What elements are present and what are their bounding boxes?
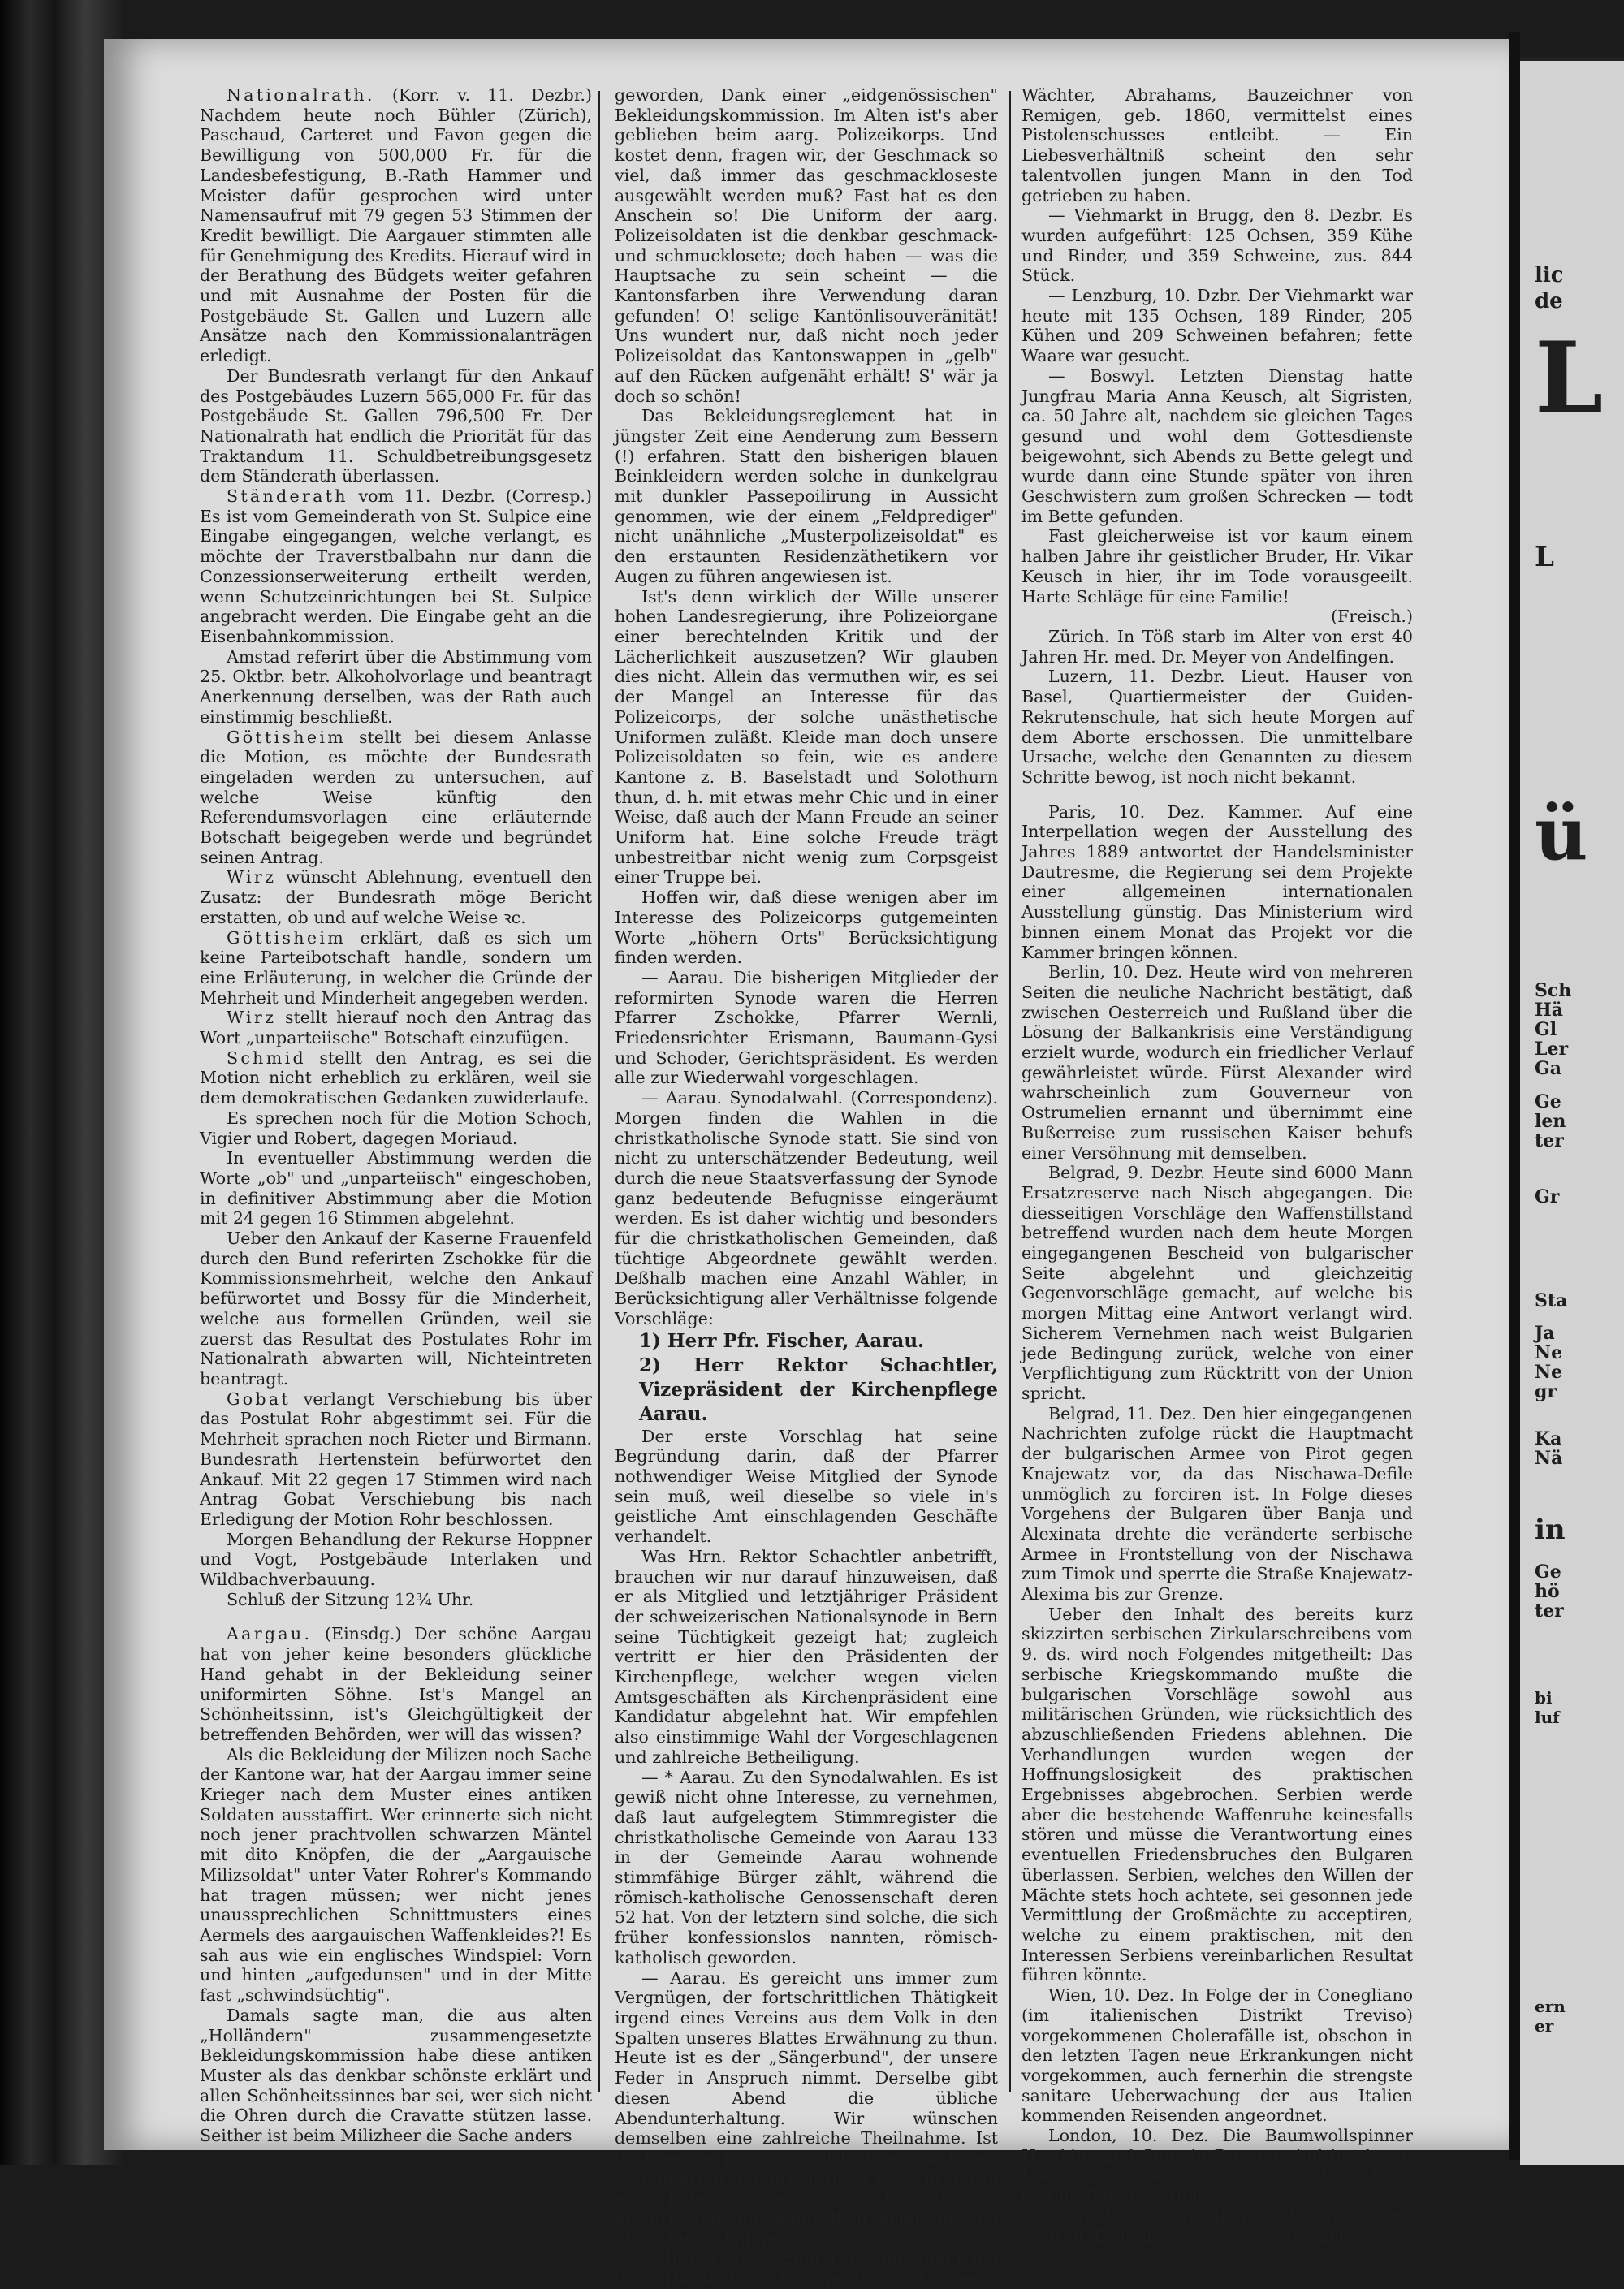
article-paragraph — [615, 587, 998, 888]
article-text: In eventueller Abstimmung werden die Worte „ob" und „unparteiisch" eingeschoben, in definitiver Abstimmung aber die Motion mit 24 gegen 16 Stimmen abgelehnt. — [200, 1148, 592, 1229]
adjacent-page-rule — [1520, 57, 1624, 61]
article-paragraph — [200, 1530, 592, 1590]
article-text: geworden, Dank einer „eidgenössischen" Bekleidungskommission. Im Alten ist's aber geblieben beim aarg. Polizeikorps. Und kostet denn, fragen wir, der Geschmack so viel, daß immer das geschmackloseste ausgewählt werden muß? Fast hat es den Anschein so! Die Uniform der aarg. Polizeisoldaten ist die denkbar geschmack- und schmucklosete; doch haben — was die Hauptsache zu sein scheint — die Kantonsfarben ihre Verwendung daran gefunden! O! selige Kantönlisouveränität! Uns wundert nur, daß nicht noch jeder Polizeisoldat das Kantonswappen in „gelb" auf den Rücken aufgenäht erhält! S' wär ja doch so schön! — [615, 85, 998, 406]
article-paragraph — [200, 728, 592, 868]
article-paragraph — [1021, 2126, 1413, 2206]
article-text: Was Hrn. Rektor Schachtler anbetrifft, brauchen wir nur darauf hinzuweisen, daß er als Mitglied und letztjähriger Präsident der schweizerischen Nationalsynode in Bern seine Tüchtigkeit gezeigt hat; zugleich vertritt er hier den Präsidenten der Kirchenpflege, welcher wegen vielen Amtsgeschäften als Kirchenpräsident eine Kandidatur abgelehnt hat. Wir empfehlen also einstimmige Wahl der Vorgeschlagenen und zahlreiche Betheiligung. — [615, 1546, 998, 1767]
article-text: Ueber den Inhalt des bereits kurz skizzirten serbischen Zirkularschreibens vom 9. ds. wird noch Folgendes mitgetheilt: Das serbische Kriegskommando mußte die bulgarischen Vorschläge sowohl aus militärischen Gründen, wie rücksichtlich des abzuschließenden Friedens ablehnen. Die Verhandlungen wurden wegen der Hoffnungslosigkeit des praktischen Ergebnisses abgebrochen. Serbien werde aber die bestehende Waffenruhe keinesfalls stören und müsse die Verantwortung eines eventuellen Friedensbruches den Bulgaren überlassen. Serbien, welches den Willen der Mächte stets hoch achtete, sei gesonnen jede Vermittlung der Großmächte zu acceptiren, welche zu einem praktischen, mit den Interessen Serbiens vereinbarlichen Resultat führen könnte. — [1021, 1604, 1413, 1985]
article-paragraph — [1021, 607, 1413, 627]
column-2 — [615, 85, 998, 2289]
article-paragraph — [615, 968, 998, 1088]
article-text: Amstad referirt über die Abstimmung vom 25. Oktbr. betr. Alkoholvorlage und beantragt Anerkennung derselben, was der Rath auch einstimmig beschließt. — [200, 646, 592, 727]
article-paragraph — [1021, 526, 1413, 607]
adjacent-page-fragment: L — [1535, 541, 1554, 573]
article-paragraph — [615, 1547, 998, 1768]
article-paragraph — [200, 867, 592, 927]
article-paragraph — [200, 647, 592, 728]
article-text: Es sprechen noch für die Motion Schoch, Vigier und Robert, dagegen Moriaud. — [200, 1108, 592, 1148]
article-text: (Einsdg.) Der schöne Aargau hat von jeher keine besonders glückliche Hand gehabt in der Bekleidung seiner uniformirten Söhne. Ist's Mangel an Schönheitssinn, ist's Gleichgültigkeit der betreffenden Behörden, wer will das wissen? — [200, 1624, 592, 1744]
adjacent-page-fragment: er — [1535, 2016, 1554, 2036]
article-paragraph — [200, 2006, 592, 2146]
adjacent-page-fragment: Hä — [1535, 1000, 1564, 1021]
article-text: 2) Herr Rektor Schachtler, Vizepräsident der Kirchenpflege Aarau. — [639, 1354, 998, 1425]
article-text: Belgrad, 11. Dez. Den hier eingegangenen Nachrichten zufolge rückt die Hauptmacht der bulgarischen Armee von Pirot gegen Knajewatz vor, da das Nischawa-Defile unmöglich zu forciren ist. In Folge dieses Vorgehens der Bulgaren über Banja und Alexinata drehte die veränderte serbische Armee in Frontstellung von der Nischawa zum Timok und sperrte die Straße Knajewatz-Alexima bis zur Grenze. — [1021, 1403, 1413, 1604]
article-paragraph — [1021, 2206, 1413, 2246]
article-paragraph — [1021, 667, 1413, 787]
article-paragraph — [200, 1048, 592, 1108]
article-paragraph — [615, 1968, 998, 2249]
article-text: — Lenzburg, 10. Dzbr. Der Viehmarkt war heute mit 135 Ochsen, 189 Rinder, 205 Kühen und 209 Schweinen befahren; fette Waare war gesucht. — [1021, 286, 1413, 366]
adjacent-page-fragment: Ne — [1535, 1342, 1563, 1363]
article-text: stellt hierauf noch den Antrag das Wort „unparteiische" Botschaft einzufügen. — [200, 1008, 592, 1048]
article-text: stellt den Antrag, es sei die Motion nicht erheblich zu erklären, weil sie dem demokratischen Gedanken zuwiderlaufe. — [200, 1047, 592, 1108]
article-paragraph — [200, 85, 592, 366]
adjacent-page-fragment: bi — [1535, 1688, 1553, 1708]
article-text: Luzern, 11. Dezbr. Lieut. Hauser von Basel, Quartiermeister der Guiden-Rekrutenschule, hat sich heute Morgen auf dem Aborte erschossen. Die unmittelbare Ursache, welche den Genannten zu diesem Schritte bewog, ist noch nicht bekannt. — [1021, 667, 1413, 787]
article-dateline: Wirz — [226, 1008, 277, 1028]
article-text: Berlin, 10. Dez. Heute wird von mehreren Seiten die neuliche Nachricht bestätigt, daß zwischen Oesterreich und Rußland über die Lösung der Balkankrisis eine Verständigung erzielt wurde, wodurch ein friedlicher Verlauf gewährleistet würde. Fürst Alexander wird wahrscheinlich zum Gouverneur von Ostrumelien ernannt und übernimmt eine Bußerreise zum russischen Kaiser behufs einer Versöhnung mit demselben. — [1021, 962, 1413, 1163]
article-paragraph — [1021, 1604, 1413, 1985]
article-text: — In der Nacht zum 4. ds. hat sich nach dem „Hausfrd." im Brugger Wald Johannes — [615, 2248, 998, 2289]
article-text: Zürich. In Töß starb im Alter von erst 40 Jahren Hr. med. Dr. Meyer von Andelfingen. — [1021, 626, 1413, 667]
adjacent-page-fragment: Ge — [1535, 1091, 1561, 1112]
article-text: verlangt Verschiebung bis über das Postulat Rohr abgestimmt sei. Für die Mehrheit sprachen noch Rieter und Birmann. Bundesrath Hertenstein befürwortet den Ankauf. Mit 22 gegen 17 Stimmen wird nach Antrag Gobat Verschiebung bis nach Erledigung der Motion Rohr beschlossen. — [200, 1389, 592, 1529]
article-paragraph — [1021, 1404, 1413, 1604]
adjacent-page-fragment: Nä — [1535, 1448, 1563, 1469]
article-paragraph — [200, 1590, 592, 1610]
article-text: Damals sagte man, die aus alten „Holländern" zusammengesetzte Bekleidungskommission habe diese antiken Muster als das denkbar schönste erklärt und allen Schönheitssinnes bar sei, wer sich nicht die Ohren durch die Cravatte stützen lasse. Seither ist beim Milizheer die Sache anders — [200, 2005, 592, 2146]
article-dateline: Aargau. — [226, 1624, 313, 1644]
adjacent-page-fragment: Gr — [1535, 1186, 1560, 1207]
article-dateline: Göttisheim — [226, 727, 347, 747]
article-paragraph — [615, 406, 998, 586]
article-paragraph — [200, 1745, 592, 2006]
article-text: — Aarau. Synodalwahl. (Correspondenz). Morgen finden die Wahlen in die christkatholische Synode statt. Sie sind von nicht zu unterschätzender Bedeutung, weil durch die neue Staatsverfassung der Synode ganz bedeutende Befugnisse eingeräumt werden. Es ist daher wichtig und besonders für die christkatholischen Gemeinden, daß tüchtige Abgeordnete gewählt werden. Deßhalb machen eine Anzahl Wähler, in Berücksichtigung aller Verhältnisse folgende Vorschläge: — [615, 1088, 998, 1328]
adjacent-page-fragment: hö — [1535, 1581, 1560, 1602]
article-paragraph — [200, 1108, 592, 1148]
article-text: vom 11. Dezbr. (Corresp.) Es ist vom Gemeinderath von St. Sulpice eine Eingabe eingegangen, welche verlangt, es möchte der Traverstbalbahn nur dann die Conzessionserweiterung ertheilt werden, wenn Schutzeinrichtungen bei St. Sulpice angebracht werden. Die Eingabe geht an die Eisenbahnkommission. — [200, 486, 592, 646]
article-paragraph — [200, 1389, 592, 1530]
adjacent-page-fragment: ter — [1535, 1600, 1564, 1622]
article-text: stellt bei diesem Anlasse die Motion, es möchte der Bundesrath eingeladen werden zu untersuchen, auf welche Weise künftig den Referendumsvorlagen eine erläuternde Botschaft beigegeben werde und begründet seinen Antrag. — [200, 727, 592, 867]
article-paragraph — [615, 1329, 998, 1354]
article-text: Das Bekleidungsreglement hat in jüngster Zeit eine Aenderung zum Bessern (!) erfahren. Statt den bisherigen blauen Beinkleidern werden solche in dunkelgrau mit dunkler Passepoilirung in Aussicht genommen, wie der einem „Feldprediger" nicht unähnliche „Musterpolizeisoldat" es den erstaunten Residenzäthetikern vor Augen zu führen angewiesen ist. — [615, 406, 998, 586]
article-dateline: Göttisheim — [226, 927, 347, 948]
adjacent-page-fragment: ü — [1535, 791, 1588, 877]
article-paragraph — [615, 85, 998, 406]
adjacent-page-fragment: lic — [1535, 263, 1564, 287]
article-dateline: Gobat — [226, 1389, 292, 1409]
article-text: Paris, 10. Dez. Kammer. Auf eine Interpellation wegen der Ausstellung des Jahres 1889 antwortet der Handelsminister Dautresme, die Regierung sei dem Projekte einer allgemeinen internationalen Ausstellung günstig. Das Ministerium wird binnen einem Monat das Projekt vor die Kammer bringen können. — [1021, 801, 1413, 962]
article-paragraph — [1021, 802, 1413, 963]
article-paragraph — [200, 486, 592, 647]
adjacent-page-fragment: Ga — [1535, 1058, 1562, 1079]
article-text: (Korr. v. 11. Dezbr.) Nachdem heute noch Bühler (Zürich), Paschaud, Carteret und Favon gegen die Bewilligung von 500,000 Fr. für die Landesbefestigung, B.-Rath Hammer und Meister dafür gesprochen wird unter Namensaufruf mit 79 gegen 53 Stimmen der Kredit bewilligt. Die Aargauer stimmten alle für Genehmigung des Kredits. Hierauf wird in der Berathung des Büdgets weiter gefahren und mit Ausnahme der Posten für die Postgebäude St. Gallen und Luzern alle Ansätze nach den Kommissionalanträgen erledigt. — [200, 85, 592, 366]
article-paragraph — [1021, 627, 1413, 667]
adjacent-page-fragment: luf — [1535, 1708, 1560, 1727]
adjacent-page-fragment: Ge — [1535, 1561, 1561, 1583]
article-paragraph — [1021, 366, 1413, 527]
article-paragraph — [200, 1008, 592, 1047]
article-paragraph — [615, 888, 998, 968]
adjacent-page-fragment: de — [1535, 289, 1563, 313]
article-text: Schluß der Sitzung 12¾ Uhr. — [226, 1589, 474, 1609]
article-text: wünscht Ablehnung, eventuell den Zusatz: der Bundesrath möge Bericht erstatten, ob und auf welche Weise ꝛc. — [200, 867, 592, 927]
column-rule-2 — [1009, 91, 1011, 2092]
article-text: — Boswyl. Letzten Dienstag hatte Jungfrau Maria Anna Keusch, alt Sigristen, ca. 50 Jahre alt, nachdem sie gleichen Tages gesund und wohl dem Gottesdienste beigewohnt, sich Abends zu Bette gelegt und wurde dann eine Stunde später von ihren Geschwistern zum großen Schrecken — todt im Bette gefunden. — [1021, 365, 1413, 526]
article-paragraph — [615, 1354, 998, 1427]
adjacent-page-fragment: Ne — [1535, 1362, 1563, 1383]
article-paragraph — [200, 1229, 592, 1389]
article-paragraph — [615, 1427, 998, 1547]
article-text: Morgen Behandlung der Rekurse Hoppner und Vogt, Postgebäude Interlaken und Wildbachverbauung. — [200, 1529, 592, 1590]
article-text: Gewählt sind 332 Liberale, 250 Tories und 86 Iren. Es fehlen nur noch zwei Wahlen. — [1021, 2205, 1413, 2246]
article-paragraph — [200, 928, 592, 1008]
article-text: erklärt, daß es sich um keine Parteibotschaft handle, sondern um eine Erläuterung, in welcher die Gründe der Mehrheit und Minderheit angegeben werden. — [200, 927, 592, 1008]
adjacent-page-fragment: gr — [1535, 1381, 1557, 1402]
article-dateline: Ständerath — [226, 486, 348, 507]
column-3 — [1021, 85, 1413, 2246]
article-text: Fast gleicherweise ist vor kaum einem halben Jahre ihr geistlicher Bruder, Hr. Vikar Keusch in hier, ihr im Tode vorausgeeilt. Harte Schläge für eine Familie! — [1021, 526, 1413, 607]
article-paragraph — [1021, 286, 1413, 366]
page-gutter — [1509, 32, 1520, 2160]
adjacent-page-edge — [1520, 57, 1624, 2165]
article-text: — Viehmarkt in Brugg, den 8. Dezbr. Es wurden aufgeführt: 125 Ochsen, 359 Kühe und Rinder, und 359 Schweine, zus. 844 Stück. — [1021, 205, 1413, 286]
article-paragraph — [1021, 85, 1413, 205]
adjacent-page-fragment: Ja — [1535, 1323, 1555, 1344]
article-text: London, 10. Dez. Die Baumwollspinner Hawkins and Sons in Preston sind insolvent. Die Passiva betragen 78,000, die Aktiva 61,000 Pfund Sterling. — [1021, 2126, 1413, 2206]
article-paragraph — [615, 1088, 998, 1328]
adjacent-page-fragment: Gl — [1535, 1019, 1557, 1040]
article-text: Hoffen wir, daß diese wenigen aber im Interesse des Polizeicorps gutgemeinten Worte „höhern Orts" Berücksichtigung finden werden. — [615, 888, 998, 968]
article-text: (Freisch.) — [1331, 607, 1413, 627]
article-text: Belgrad, 9. Dezbr. Heute sind 6000 Mann Ersatzreserve nach Nisch abgegangen. Die diesseitigen Vorschläge den Waffenstillstand betreffend wurden nach dem heute Morgen eingegangenen Bescheid von bulgarischer Seite abgelehnt und gleichzeitig Gegenvorschläge gemacht, auf welche bis morgen Mittag eine Antwort verlangt wird. Sicherem Vernehmen nach weist Bulgarien jede Bedingung zurück, welche von einer Verpflichtigung zum Rücktritt von der Union spricht. — [1021, 1163, 1413, 1403]
article-text: Als die Bekleidung der Milizen noch Sache der Kantone war, hat der Aargau immer seine Krieger nach dem Muster eines antiken Soldaten ausstaffirt. Wer erinnerte sich nicht noch jener prachtvollen schwarzen Mäntel mit dito Knöpfen, die der „Aargauische Milizsoldat" unter Vater Rohrer's Kommando hat tragen müssen; wer nicht jenes unaussprechlichen Schnittmusters eines Aermels des aargauischen Waffenkleides?! Es sah aus wie ein englisches Windspiel: Vorn und hinten „aufgedunsen" und in der Mitte fast „schwindsüchtig". — [200, 1744, 592, 2006]
article-paragraph — [200, 1624, 592, 1744]
article-text: 1) Herr Pfr. Fischer, Aarau. — [639, 1329, 925, 1352]
adjacent-page-fragment: L — [1535, 321, 1604, 435]
article-text: — * Aarau. Zu den Synodalwahlen. Es ist gewiß nicht ohne Interesse, zu vernehmen, daß laut aufgelegtem Stimmregister die christkatholische Gemeinde von Aarau 133 in der Gemeinde Aarau wohnende stimmfähige Bürger zählt, während die römisch-katholische Genossenschaft deren 52 hat. Von der letztern sind solche, die sich früher konfessionslos nannten, römisch-katholisch geworden. — [615, 1767, 998, 1967]
adjacent-page-fragment: Sta — [1535, 1290, 1568, 1311]
column-rule-1 — [598, 91, 600, 2092]
adjacent-page-fragment: Ka — [1535, 1428, 1562, 1449]
article-paragraph — [200, 1148, 592, 1229]
section-gap — [200, 1609, 592, 1624]
article-paragraph — [1021, 1163, 1413, 1403]
column-1 — [200, 85, 592, 2146]
article-dateline: Schmid — [226, 1047, 306, 1068]
article-paragraph — [1021, 205, 1413, 286]
article-text: Ueber den Ankauf der Kaserne Frauenfeld durch den Bund referirten Zschokke für die Kommissionsmehrheit, welche den Ankauf befürwortet und Bossy für die Minderheit, welche aus formellen Gründen, weil sie zuerst das Resultat des Postulates Rohr im Nationalrath abwarten will, Nichteintreten beantragt. — [200, 1229, 592, 1389]
adjacent-page-fragment: len — [1535, 1111, 1566, 1132]
article-text: Wien, 10. Dez. In Folge der in Conegliano (im italienischen Distrikt Treviso) vorgekommenen Cholerafälle ist, obschon in den letzten Tagen neue Erkrankungen nicht vorgekommen, auch fernerhin die strengste sanitare Ueberwachung der aus Italien kommenden Reisenden angeordnet. — [1021, 1985, 1413, 2126]
article-text: Der Bundesrath verlangt für den Ankauf des Postgebäudes Luzern 565,000 Fr. für das Postgebäude St. Gallen 796,500 Fr. Der Nationalrath hat endlich die Priorität für das Traktandum 11. Schuldbetreibungsgesetz dem Ständerath überlassen. — [200, 365, 592, 486]
article-text: Wächter, Abrahams, Bauzeichner von Remigen, geb. 1860, vermittelst eines Pistolenschusses entleibt. — Ein Liebesverhältniß scheint den sehr talentvollen jungen Mann in den Tod getrieben zu haben. — [1021, 85, 1413, 205]
article-paragraph — [1021, 962, 1413, 1163]
article-dateline: Nationalrath. — [226, 85, 375, 105]
article-text: — Aarau. Es gereicht uns immer zum Vergnügen, der fortschrittlichen Thätigkeit irgend eines Vereins aus dem Volk in den Spalten unseres Blattes Erwähnung zu thun. Heute ist es der „Sängerbund", der unsere Feder in Anspruch nimmt. Derselbe gibt diesen Abend die übliche Abendunterhaltung. Wir wünschen demselben eine zahlreiche Theilnahme. Ist doch — wie man uns mittheilt — durch den verlängerten Aufenthalt des Cirkus in Aarau es Jedem möglich, sich darnach einzurichten, um demselben einen Besuch abstatten zu können. — [615, 1967, 998, 2248]
article-text: — Aarau. Die bisherigen Mitglieder der reformirten Synode waren die Herren Pfarrer Zschokke, Pfarrer Wernli, Friedensrichter Erismann, Baumann-Gysi und Schoder, Gerichtspräsident. Es werden alle zur Wiederwahl vorgeschlagen. — [615, 967, 998, 1088]
article-paragraph — [615, 2248, 998, 2288]
article-paragraph — [615, 1768, 998, 1968]
article-paragraph — [1021, 1985, 1413, 2126]
adjacent-page-fragment: Ler — [1535, 1039, 1569, 1060]
article-paragraph — [200, 366, 592, 486]
adjacent-page-fragment: in — [1535, 1514, 1566, 1546]
adjacent-page-fragment: ter — [1535, 1130, 1564, 1151]
section-gap — [1021, 788, 1413, 802]
article-text: Ist's denn wirklich der Wille unserer hohen Landesregierung, ihre Polizeiorgane einer berechtelnden Kritik und der Lächerlichkeit auszusetzen? Wir glauben dies nicht. Allein das vermuthen wir, es sei der Mangel an Interesse für das Polizeicorps, der solche unästhetische Uniformen zuläßt. Kleide man doch unsere Polizeisoldaten so fein, wie es andere Kantone z. B. Baselstadt und Solothurn thun, d. h. mit etwas mehr Chic und in einer Weise, daß auch der Mann Freude an seiner Uniform hat. Eine solche Freude trägt unbestreitbar nicht wenig zum Corpsgeist einer Truppe bei. — [615, 586, 998, 888]
adjacent-page-fragment: Sch — [1535, 980, 1572, 1001]
article-text: Der erste Vorschlag hat seine Begründung darin, daß der Pfarrer nothwendiger Weise Mitglied der Synode sein muß, weil dieselbe so viele in's geistliche Amt einschlagenden Geschäfte verhandelt. — [615, 1426, 998, 1547]
article-dateline: Wirz — [226, 867, 277, 888]
adjacent-page-fragment: ern — [1535, 1997, 1566, 2016]
